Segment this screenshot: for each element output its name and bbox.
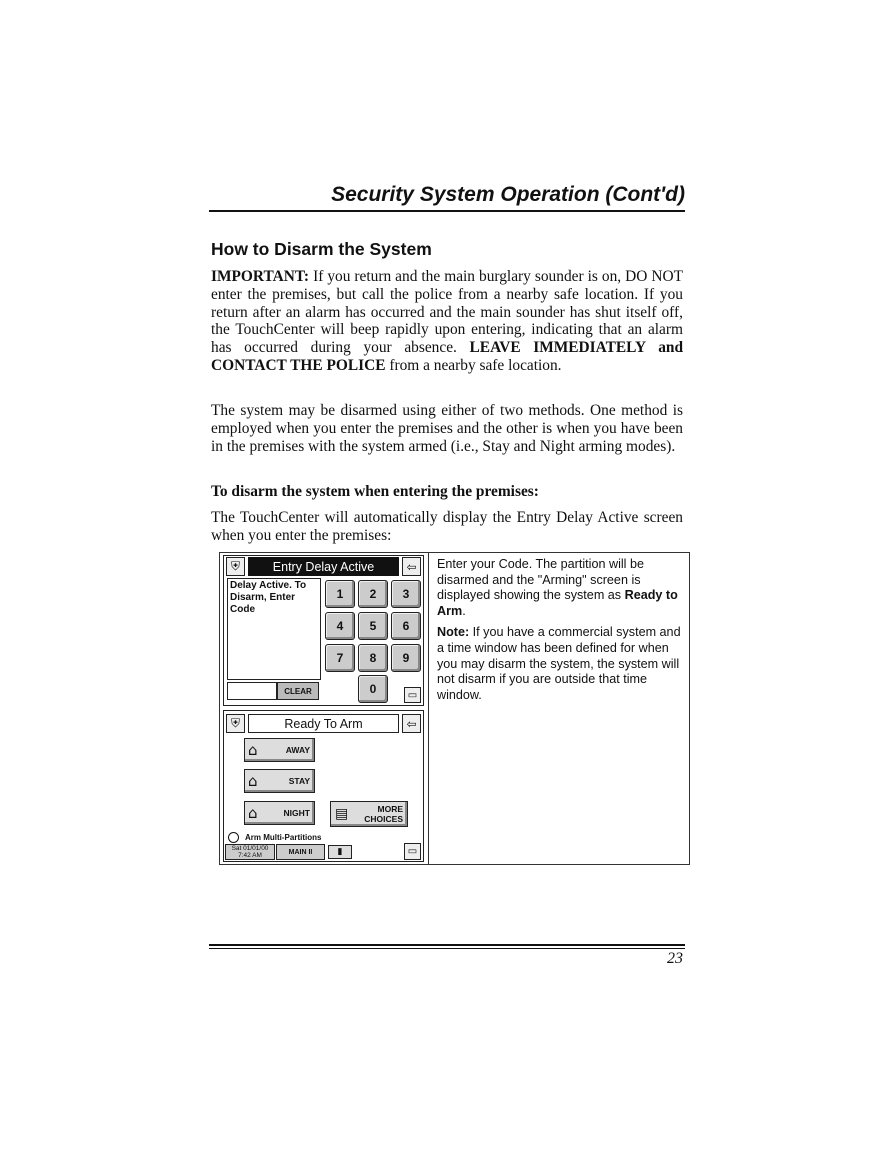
note-paragraph — [437, 625, 681, 703]
key-1[interactable]: 1 — [325, 580, 355, 608]
clear-button[interactable]: CLEAR — [277, 682, 319, 700]
night-button[interactable] — [244, 801, 315, 825]
multi-label: Arm Multi-Partitions — [245, 833, 322, 842]
status-time: 7:42 AM — [238, 852, 262, 859]
away-button[interactable] — [244, 738, 315, 762]
key-9[interactable]: 9 — [391, 644, 421, 672]
instruction-bold: Ready to Arm — [437, 588, 678, 618]
choices-label: CHOICES — [364, 814, 403, 824]
screen-title: Entry Delay Active — [248, 557, 399, 576]
key-8[interactable]: 8 — [358, 644, 388, 672]
status-bar — [224, 843, 423, 861]
note-text: If you have a commercial system and a time window has been defined for when you may disarm the system, the system will not disarm if you are outside that time window. — [437, 625, 681, 702]
important-label: IMPORTANT: — [211, 268, 310, 285]
key-0[interactable]: 0 — [358, 675, 388, 703]
section-heading: How to Disarm the System — [211, 239, 432, 259]
message-box: Delay Active. To Disarm, Enter Code — [227, 578, 321, 680]
status-date-time — [225, 844, 275, 860]
code-entry-field[interactable] — [227, 682, 277, 700]
night-label: NIGHT — [283, 808, 310, 818]
instruction-end: . — [462, 603, 466, 618]
figure-divider — [428, 553, 429, 864]
entry-delay-screen — [223, 555, 424, 706]
house-icon: ⌂ — [248, 741, 258, 759]
key-5[interactable]: 5 — [358, 612, 388, 640]
section-header: Security System Operation (Cont'd) — [331, 183, 685, 206]
stay-label: STAY — [288, 776, 310, 786]
arm-multi-partitions-option[interactable] — [228, 832, 321, 843]
subheading: To disarm the system when entering the premises: — [211, 483, 539, 500]
battery-icon[interactable]: ▮ — [328, 845, 352, 859]
methods-paragraph: The system may be disarmed using either of two methods. One method is employed when you enter the premises and the other is when you have been in the premises with the system armed (i.e., Stay and Night arming modes). — [211, 402, 683, 455]
instruction-paragraph — [437, 557, 681, 619]
key-2[interactable]: 2 — [358, 580, 388, 608]
shield-icon[interactable]: ⛨ — [226, 714, 245, 733]
scroll-icon[interactable]: ▭ — [404, 843, 421, 860]
shield-icon[interactable]: ⛨ — [226, 557, 245, 576]
important-text-1: If you return and the main burglary sounder is on, DO NOT enter the premises, but call the police from a nearby safe location. If you return after an alarm has occurred and the main sounder has shut itself off, the TouchCenter will beep rapidly upon entering, indicating that an alarm has occurred during your absence. — [211, 268, 683, 357]
figure-instructions — [437, 557, 681, 709]
ready-to-arm-screen — [223, 710, 424, 862]
back-arrow-icon[interactable]: ⇦ — [402, 557, 421, 576]
more-choices-icon: ▤ — [335, 806, 349, 822]
entry-paragraph: The TouchCenter will automatically display the Entry Delay Active screen when you enter the premises: — [211, 509, 683, 544]
radio-circle[interactable] — [228, 832, 239, 843]
footer-rule — [209, 944, 685, 946]
night-house-icon: ⌂ — [248, 804, 258, 822]
important-text-2: from a nearby safe location. — [385, 356, 562, 374]
instruction-text: Enter your Code. The partition will be disarmed and the "Arming" screen is displayed showing the system as — [437, 557, 644, 603]
back-arrow-icon[interactable]: ⇦ — [402, 714, 421, 733]
figure-box — [219, 552, 690, 865]
note-label: Note: — [437, 625, 470, 640]
key-6[interactable]: 6 — [391, 612, 421, 640]
page-number: 23 — [667, 950, 683, 967]
away-label: AWAY — [285, 745, 310, 755]
important-emphasis: LEAVE IMMEDIATELY and CONTACT THE POLICE — [211, 339, 684, 374]
more-label: MORE — [377, 804, 403, 814]
stay-button[interactable] — [244, 769, 315, 793]
main-button[interactable]: MAIN II — [276, 844, 325, 860]
scroll-icon[interactable]: ▭ — [404, 687, 421, 703]
key-3[interactable]: 3 — [391, 580, 421, 608]
status-date: Sat 01/01/00 — [231, 845, 269, 852]
important-paragraph — [211, 268, 683, 375]
key-4[interactable]: 4 — [325, 612, 355, 640]
house-icon: ⌂ — [248, 772, 258, 790]
screen-title: Ready To Arm — [248, 714, 399, 733]
header-rule — [209, 210, 685, 212]
more-choices-button[interactable] — [330, 801, 408, 827]
key-7[interactable]: 7 — [325, 644, 355, 672]
footer-rule-thin — [209, 948, 685, 949]
